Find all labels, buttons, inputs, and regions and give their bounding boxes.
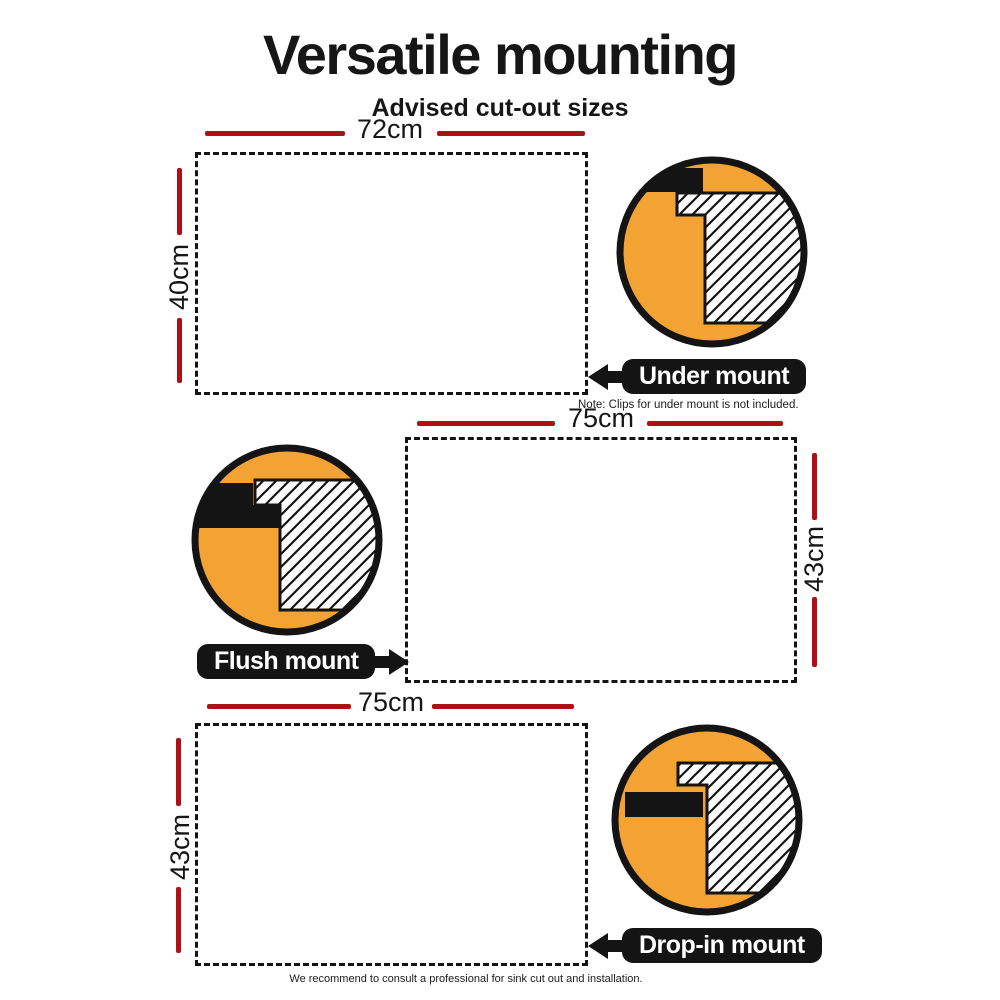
footer-note: We recommend to consult a professional for sink cut out and installation. [289, 973, 643, 985]
page-title: Versatile mounting [263, 23, 737, 86]
arrow-left-icon [588, 933, 608, 959]
dim-line-flush-top-right [647, 421, 783, 426]
arrow-left-icon [588, 364, 608, 390]
dim-label-under-width: 72cm [356, 114, 424, 144]
drop-in-mount-diagram-icon [607, 720, 807, 920]
under-mount-label: Under mount [622, 359, 806, 394]
cutout-rect-flush [405, 437, 797, 683]
dim-label-flush-width: 75cm [567, 403, 635, 433]
drop-in-mount-callout [588, 928, 822, 963]
arrow-right-icon [389, 649, 409, 675]
dim-label-dropin-height: 43cm [165, 813, 195, 881]
dim-line-under-top-right [437, 131, 585, 136]
dim-label-dropin-width: 75cm [357, 687, 425, 717]
under-mount-callout [588, 359, 806, 394]
flush-mount-callout [197, 644, 409, 679]
sink-rim [625, 792, 703, 817]
dim-label-flush-height: 43cm [799, 525, 829, 593]
dim-line-under-left-bottom [177, 318, 182, 383]
under-mount-note: Note: Clips for under mount is not included. [578, 399, 799, 411]
dim-line-dropin-left-bottom [176, 887, 181, 953]
dim-line-dropin-top-left [207, 704, 351, 709]
flush-mount-diagram-icon [187, 440, 387, 640]
flush-mount-label: Flush mount [197, 644, 375, 679]
dim-line-under-top-left [205, 131, 345, 136]
dim-line-flush-right-bottom [812, 597, 817, 667]
dim-line-dropin-top-right [432, 704, 574, 709]
arrow-stem [608, 940, 622, 952]
dim-line-flush-top-left [417, 421, 555, 426]
cutout-rect-under [195, 152, 588, 395]
arrow-stem [608, 371, 622, 383]
dim-label-under-height: 40cm [164, 243, 194, 311]
arrow-stem [375, 656, 389, 668]
cutout-rect-dropin [195, 723, 588, 966]
under-mount-diagram-icon [612, 152, 812, 352]
drop-in-mount-label: Drop-in mount [622, 928, 822, 963]
page-subtitle: Advised cut-out sizes [371, 94, 629, 122]
